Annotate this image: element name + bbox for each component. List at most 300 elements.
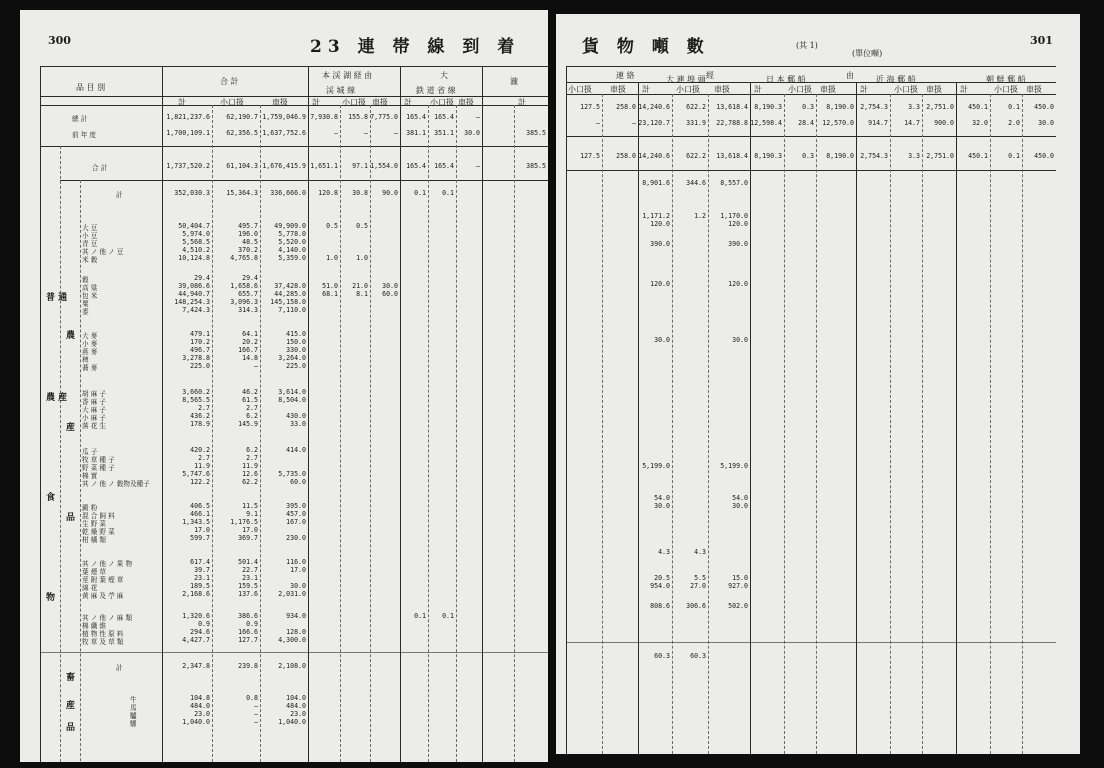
value-cell: 97.1 xyxy=(352,162,368,170)
value-cell: 14,240.6 xyxy=(638,103,670,111)
value-cell: 1,170.0 xyxy=(720,212,748,220)
value-cell: 60.0 xyxy=(290,478,306,486)
item-row-label: 胡 麻 子 xyxy=(82,390,106,398)
value-cell: 466.1 xyxy=(190,510,210,518)
value-cell: 145,158.0 xyxy=(270,298,306,306)
value-cell: 44,940.7 xyxy=(178,290,210,298)
item-row-label: 粟 xyxy=(82,300,89,308)
value-cell: 2,754.3 xyxy=(860,152,888,160)
col-header-nyk: 日 本 郵 船 xyxy=(766,75,806,84)
value-cell: 2,031.0 xyxy=(278,590,306,598)
value-cell: 3,278.8 xyxy=(182,354,210,362)
value-cell: 13,618.4 xyxy=(716,152,748,160)
value-cell: 3,614.0 xyxy=(278,388,306,396)
value-cell: — xyxy=(596,119,600,127)
item-row-label: 野 菜 種 子 xyxy=(82,464,115,472)
value-cell: 127.7 xyxy=(238,636,258,644)
item-row-label: 小 豆 xyxy=(82,232,98,240)
col-header-dalian: 大 連 埠 頭 xyxy=(666,75,706,84)
side-label-pin: 品 xyxy=(66,513,76,523)
value-cell: 496.7 xyxy=(190,346,210,354)
right-page xyxy=(556,14,1080,754)
value-cell: 622.2 xyxy=(686,103,706,111)
value-cell: 479.1 xyxy=(190,330,210,338)
value-cell: 1,651.1 xyxy=(310,162,338,170)
side-label-live-3: 品 xyxy=(66,723,76,733)
rail-sub-col-total: 計 xyxy=(404,98,412,107)
value-cell: 150.0 xyxy=(286,338,306,346)
value-cell: 369.7 xyxy=(238,534,258,542)
side-label-main-1: 普 通 xyxy=(46,293,68,303)
value-cell: 0.1 xyxy=(1008,103,1020,111)
value-cell: 8,190.3 xyxy=(754,103,782,111)
value-cell: 2.7 xyxy=(198,454,210,462)
value-cell: 145.9 xyxy=(238,420,258,428)
value-cell: 61.5 xyxy=(242,396,258,404)
value-cell: 0.8 xyxy=(246,694,258,702)
value-cell: 60.3 xyxy=(690,652,706,660)
value-cell: 414.0 xyxy=(286,446,306,454)
value-cell: 370.2 xyxy=(238,246,258,254)
value-cell: 7,110.0 xyxy=(278,306,306,314)
value-cell: 127.5 xyxy=(580,152,600,160)
value-cell: — xyxy=(254,362,258,370)
side-label-agri: 農 xyxy=(66,331,76,341)
value-cell: 5,199.0 xyxy=(720,462,748,470)
value-cell: 385.5 xyxy=(526,129,546,137)
value-cell: 5,778.0 xyxy=(278,230,306,238)
value-cell: 390.0 xyxy=(650,240,670,248)
value-cell: 15,364.3 xyxy=(226,189,258,197)
value-cell: 502.0 xyxy=(728,602,748,610)
value-cell: 0.5 xyxy=(326,222,338,230)
value-cell: 927.0 xyxy=(728,582,748,590)
sub-col-total: 計 xyxy=(178,98,186,107)
value-cell: 1,040.0 xyxy=(182,718,210,726)
value-cell: 2,751.0 xyxy=(926,152,954,160)
value-cell: 331.9 xyxy=(686,119,706,127)
sub-col-header: 計 xyxy=(642,85,650,94)
value-cell: 9.1 xyxy=(246,510,258,518)
value-cell: 166.7 xyxy=(238,346,258,354)
value-cell: 2,751.0 xyxy=(926,103,954,111)
value-cell: 54.0 xyxy=(654,494,670,502)
col-header-chosen: 朝 鮮 郵 船 xyxy=(986,75,1026,84)
value-cell: 15.0 xyxy=(732,574,748,582)
value-cell: 8,901.6 xyxy=(642,179,670,187)
value-cell: 104.0 xyxy=(286,694,306,702)
value-cell: 599.7 xyxy=(190,534,210,542)
value-cell: 22,788.8 xyxy=(716,119,748,127)
value-cell: 2.7 xyxy=(246,404,258,412)
value-cell: 900.0 xyxy=(934,119,954,127)
sub-col-small: 小口扱 xyxy=(220,98,244,107)
value-cell: 50,404.7 xyxy=(178,222,210,230)
item-row-label: 青 豆 xyxy=(82,240,98,248)
value-cell: 385.5 xyxy=(526,162,546,170)
value-cell: 7,775.0 xyxy=(370,113,398,121)
side-label-main-2: 農 産 xyxy=(46,393,68,403)
value-cell: 0.1 xyxy=(414,612,426,620)
value-cell: 120.0 xyxy=(650,220,670,228)
value-cell: 49,909.0 xyxy=(274,222,306,230)
value-cell: 314.3 xyxy=(238,306,258,314)
item-row-label: 包 米 xyxy=(82,292,98,300)
side-label-main-3: 食 xyxy=(46,493,56,503)
value-cell: 120.0 xyxy=(728,220,748,228)
value-cell: 1,171.2 xyxy=(642,212,670,220)
value-cell: 352,030.3 xyxy=(174,189,210,197)
value-cell: 1,759,046.9 xyxy=(262,113,306,121)
page-number-left: 300 xyxy=(48,34,71,47)
item-row-label: 生 野 菜 xyxy=(82,520,106,528)
table-title-right: 貨 物 噸 數 xyxy=(582,37,710,57)
item-row-label: 莖 附 葉 煙 草 xyxy=(82,576,124,584)
item-row-label: 葉 煙 草 xyxy=(82,568,106,576)
sub-col-header: 計 xyxy=(960,85,968,94)
value-cell: 351.1 xyxy=(434,129,454,137)
item-row-label: 澱 粉 xyxy=(82,504,98,512)
summary-row-label: 總 計 xyxy=(72,115,88,123)
value-cell: 258.0 xyxy=(616,152,636,160)
value-cell: 1,343.5 xyxy=(182,518,210,526)
via-sub-header: 渓 城 線 xyxy=(326,86,356,95)
item-row-label: 其 ノ 他 ノ 豆 xyxy=(82,248,124,256)
value-cell: 501.4 xyxy=(238,558,258,566)
value-cell: 23.1 xyxy=(242,574,258,582)
value-cell: 3.3 xyxy=(908,152,920,160)
value-cell: 27.0 xyxy=(690,582,706,590)
value-cell: 30.0 xyxy=(290,582,306,590)
value-cell: 1,554.0 xyxy=(370,162,398,170)
value-cell: 44,285.0 xyxy=(274,290,306,298)
value-cell: 381.1 xyxy=(406,129,426,137)
value-cell: 1,700,109.1 xyxy=(166,129,210,137)
value-cell: 0.1 xyxy=(414,189,426,197)
value-cell: 17.0 xyxy=(242,526,258,534)
value-cell: 5,735.0 xyxy=(278,470,306,478)
sub-col-header: 小口扱 xyxy=(994,85,1018,94)
item-row-label: 其 ノ 他 ノ 果 物 xyxy=(82,560,133,568)
value-cell: 159.5 xyxy=(238,582,258,590)
value-cell: 8.1 xyxy=(356,290,368,298)
value-cell: 3,096.3 xyxy=(230,298,258,306)
value-cell: 4,300.0 xyxy=(278,636,306,644)
value-cell: 30.0 xyxy=(732,336,748,344)
item-row-label: 乾 燥 野 菜 xyxy=(82,528,115,536)
live-sum-label: 計 xyxy=(116,664,123,672)
unit-label: (單位噸) xyxy=(852,49,883,58)
value-cell: — xyxy=(254,702,258,710)
item-row-label: 其 ノ 他 ノ 麻 類 xyxy=(82,614,133,622)
value-cell: 39,086.6 xyxy=(178,282,210,290)
item-row-label: 柑 橘 類 xyxy=(82,536,106,544)
value-cell: 2,108.0 xyxy=(278,662,306,670)
value-cell: 1,637,752.6 xyxy=(262,129,306,137)
item-row-label: 落 花 生 xyxy=(82,422,106,430)
value-cell: 189.5 xyxy=(190,582,210,590)
value-cell: 230.0 xyxy=(286,534,306,542)
value-cell: 11.9 xyxy=(242,462,258,470)
value-cell: 4,140.0 xyxy=(278,246,306,254)
sub-col-header: 車扱 xyxy=(1026,85,1042,94)
value-cell: 33.0 xyxy=(290,420,306,428)
item-row-label: 牧 草 及 草 類 xyxy=(82,638,124,646)
value-cell: 32.0 xyxy=(972,119,988,127)
value-cell: — xyxy=(394,129,398,137)
value-cell: 127.5 xyxy=(580,103,600,111)
value-cell: 484.0 xyxy=(286,702,306,710)
value-cell: 23.0 xyxy=(194,710,210,718)
livestock-row-label: 馬 xyxy=(130,704,137,712)
value-cell: 64.1 xyxy=(242,330,258,338)
value-cell: 450.0 xyxy=(1034,103,1054,111)
value-cell: 8,557.0 xyxy=(720,179,748,187)
via-sub-col-total: 計 xyxy=(312,98,320,107)
item-row-label: 植 物 性 原 料 xyxy=(82,630,124,638)
value-cell: 62,356.5 xyxy=(226,129,258,137)
value-cell: 0.3 xyxy=(802,152,814,160)
en-group-header: 瀧 xyxy=(510,77,518,86)
value-cell: 954.0 xyxy=(650,582,670,590)
sub-col-header: 小口扱 xyxy=(788,85,812,94)
value-cell: 1,737,520.2 xyxy=(166,162,210,170)
item-row-label: 黍 xyxy=(82,308,89,316)
value-cell: 1,320.6 xyxy=(182,612,210,620)
value-cell: 4,427.7 xyxy=(182,636,210,644)
value-cell: 0.1 xyxy=(442,612,454,620)
value-cell: 436.2 xyxy=(190,412,210,420)
value-cell: — xyxy=(334,129,338,137)
value-cell: 0.3 xyxy=(802,103,814,111)
value-cell: 23.0 xyxy=(290,710,306,718)
value-cell: 120.0 xyxy=(728,280,748,288)
livestock-row-label: 驢 xyxy=(130,712,137,720)
value-cell: 5.5 xyxy=(694,574,706,582)
value-cell: 808.6 xyxy=(650,602,670,610)
value-cell: 17.0 xyxy=(290,566,306,574)
value-cell: 934.0 xyxy=(286,612,306,620)
value-cell: 37,428.0 xyxy=(274,282,306,290)
side-label-prod: 産 xyxy=(66,423,76,433)
value-cell: 30.0 xyxy=(382,282,398,290)
value-cell: 430.0 xyxy=(286,412,306,420)
via-group-header: 本 渓 湖 経 由 xyxy=(322,71,373,80)
value-cell: 54.0 xyxy=(732,494,748,502)
value-cell: 8,565.5 xyxy=(182,396,210,404)
value-cell: 5,520.0 xyxy=(278,238,306,246)
item-row-label: 米 穀 xyxy=(82,256,98,264)
item-row-label: 其 ノ 他 ノ 穀物及種子 xyxy=(82,480,150,488)
value-cell: 5,359.0 xyxy=(278,254,306,262)
value-cell: 20.2 xyxy=(242,338,258,346)
item-row-label: 混 合 飼 料 xyxy=(82,512,115,520)
value-cell: 12,570.0 xyxy=(822,119,854,127)
value-cell: 68.1 xyxy=(322,290,338,298)
value-cell: 61,104.3 xyxy=(226,162,258,170)
value-cell: 450.1 xyxy=(968,152,988,160)
value-cell: 11.5 xyxy=(242,502,258,510)
value-cell: 3.3 xyxy=(908,103,920,111)
value-cell: 1,176.5 xyxy=(230,518,258,526)
value-cell: 8,190.3 xyxy=(754,152,782,160)
item-column-header: 品 目 別 xyxy=(76,83,106,92)
page-number-right: 301 xyxy=(1030,34,1053,47)
value-cell: 155.8 xyxy=(348,113,368,121)
value-cell: 2,347.8 xyxy=(182,662,210,670)
right-group1-header: 連 絡 xyxy=(616,71,635,80)
value-cell: 5,747.6 xyxy=(182,470,210,478)
value-cell: 21.0 xyxy=(352,282,368,290)
value-cell: 120.0 xyxy=(650,280,670,288)
value-cell: 60.0 xyxy=(382,290,398,298)
value-cell: 178.9 xyxy=(190,420,210,428)
value-cell: 390.0 xyxy=(728,240,748,248)
value-cell: 1,658.6 xyxy=(230,282,258,290)
value-cell: 62.2 xyxy=(242,478,258,486)
value-cell: 8,190.0 xyxy=(826,103,854,111)
value-cell: 23,120.7 xyxy=(638,119,670,127)
value-cell: 2.0 xyxy=(1008,119,1020,127)
right-lead-car: 車扱 xyxy=(610,85,626,94)
value-cell: 0.9 xyxy=(198,620,210,628)
value-cell: 17.0 xyxy=(194,526,210,534)
side-label-live-1: 畜 xyxy=(66,673,76,683)
value-cell: 306.6 xyxy=(686,602,706,610)
value-cell: 406.5 xyxy=(190,502,210,510)
value-cell: 14,240.6 xyxy=(638,152,670,160)
value-cell: 450.0 xyxy=(1034,152,1054,160)
value-cell: 137.6 xyxy=(238,590,258,598)
value-cell: 196.0 xyxy=(238,230,258,238)
value-cell: 655.7 xyxy=(238,290,258,298)
value-cell: — xyxy=(632,119,636,127)
via-sub-col-small: 小口扱 xyxy=(342,98,366,107)
value-cell: 14.7 xyxy=(904,119,920,127)
value-cell: 344.6 xyxy=(686,179,706,187)
value-cell: 484.0 xyxy=(190,702,210,710)
value-cell: 8,504.0 xyxy=(278,396,306,404)
value-cell: 166.6 xyxy=(238,628,258,636)
item-row-label: 瓜 子 xyxy=(82,448,98,456)
value-cell: 128.0 xyxy=(286,628,306,636)
value-cell: 2,754.3 xyxy=(860,103,888,111)
value-cell: 239.8 xyxy=(238,662,258,670)
value-cell: 39.7 xyxy=(194,566,210,574)
value-cell: 1.0 xyxy=(326,254,338,262)
rail-sub-col-car: 車扱 xyxy=(458,98,474,107)
value-cell: 294.6 xyxy=(190,628,210,636)
value-cell: — xyxy=(254,710,258,718)
value-cell: 13,618.4 xyxy=(716,103,748,111)
value-cell: 14.8 xyxy=(242,354,258,362)
side-label-main-4: 物 xyxy=(46,593,56,603)
value-cell: 3,660.2 xyxy=(182,388,210,396)
value-cell: 10,124.8 xyxy=(178,254,210,262)
value-cell: 30.8 xyxy=(352,189,368,197)
value-cell: — xyxy=(364,129,368,137)
value-cell: 62,190.7 xyxy=(226,113,258,121)
value-cell: 165.4 xyxy=(406,113,426,121)
value-cell: 5,974.0 xyxy=(182,230,210,238)
value-cell: 8,190.0 xyxy=(826,152,854,160)
agri-sum-label: 計 xyxy=(116,191,123,199)
value-cell: 914.7 xyxy=(868,119,888,127)
item-row-label: 蕎 麥 xyxy=(82,364,98,372)
value-cell: 495.7 xyxy=(238,222,258,230)
value-cell: 90.0 xyxy=(382,189,398,197)
value-cell: 29.4 xyxy=(194,274,210,282)
value-cell: 167.0 xyxy=(286,518,306,526)
item-row-label: 牧 草 種 子 xyxy=(82,456,115,464)
value-cell: 122.2 xyxy=(190,478,210,486)
value-cell: 6.2 xyxy=(246,446,258,454)
value-cell: 28.4 xyxy=(798,119,814,127)
value-cell: 1,676,415.9 xyxy=(262,162,306,170)
value-cell: 12.6 xyxy=(242,470,258,478)
item-row-label: 高 粱 xyxy=(82,284,98,292)
value-cell: 258.0 xyxy=(616,103,636,111)
rail-sub-col-small: 小口扱 xyxy=(430,98,454,107)
item-row-label: 稗 xyxy=(82,356,89,364)
item-row-label: 小 麥 xyxy=(82,340,98,348)
livestock-row-label: 牛 xyxy=(130,696,137,704)
value-cell: 165.4 xyxy=(434,162,454,170)
value-cell: — xyxy=(476,113,480,121)
value-cell: 415.0 xyxy=(286,330,306,338)
sub-col-header: 計 xyxy=(860,85,868,94)
value-cell: 225.0 xyxy=(190,362,210,370)
value-cell: 165.4 xyxy=(406,162,426,170)
value-cell: 450.1 xyxy=(968,103,988,111)
value-cell: 46.2 xyxy=(242,388,258,396)
sub-col-header: 計 xyxy=(754,85,762,94)
value-cell: 51.0 xyxy=(322,282,338,290)
value-cell: 5,568.5 xyxy=(182,238,210,246)
value-cell: 457.0 xyxy=(286,510,306,518)
value-cell: 12,598.4 xyxy=(750,119,782,127)
value-cell: 617.4 xyxy=(190,558,210,566)
right-lead-small: 小口扱 xyxy=(568,85,592,94)
value-cell: 148,254.3 xyxy=(174,298,210,306)
value-cell: 4,510.2 xyxy=(182,246,210,254)
value-cell: 165.4 xyxy=(434,113,454,121)
right-group1-sub: 經 xyxy=(706,71,714,80)
value-cell: 6.2 xyxy=(246,412,258,420)
item-row-label: 小 麻 子 xyxy=(82,414,106,422)
sub-col-header: 小口扱 xyxy=(894,85,918,94)
table-title-left: 23 連 帯 線 到 着 xyxy=(310,37,521,57)
value-cell: 4.3 xyxy=(694,548,706,556)
value-cell: 395.0 xyxy=(286,502,306,510)
item-row-label: 香 麻 子 xyxy=(82,398,106,406)
item-row-label: 穀 xyxy=(82,276,89,284)
value-cell: 7,930.8 xyxy=(310,113,338,121)
value-cell: 386.6 xyxy=(238,612,258,620)
left-page xyxy=(20,10,548,762)
value-cell: 0.1 xyxy=(442,189,454,197)
value-cell: 20.5 xyxy=(654,574,670,582)
value-cell: 30.0 xyxy=(654,336,670,344)
value-cell: 4.3 xyxy=(658,548,670,556)
value-cell: 420.2 xyxy=(190,446,210,454)
value-cell: 0.9 xyxy=(246,620,258,628)
value-cell: 2,168.6 xyxy=(182,590,210,598)
value-cell: 336,666.0 xyxy=(270,189,306,197)
value-cell: 22.7 xyxy=(242,566,258,574)
value-cell: — xyxy=(254,718,258,726)
dai-group-header: 大 xyxy=(440,71,448,80)
